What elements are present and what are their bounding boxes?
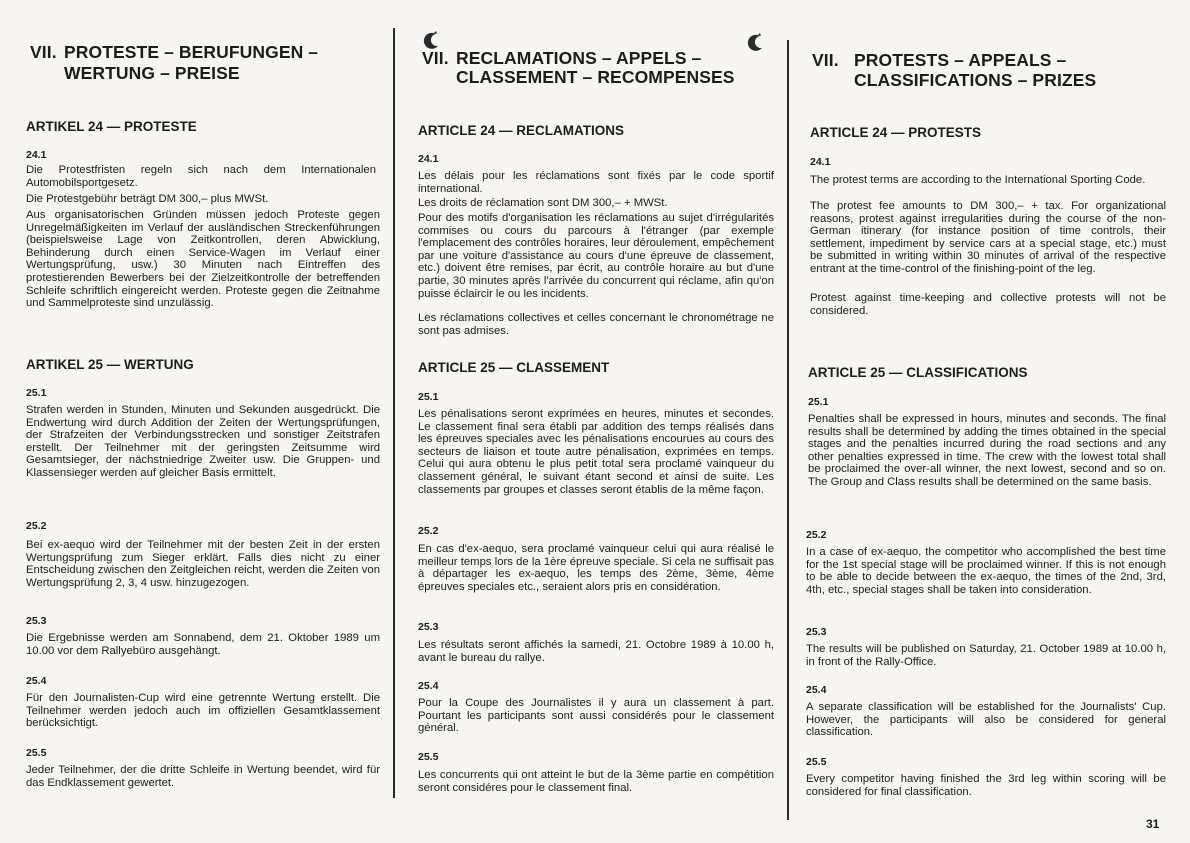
section-24-1-para-3: Protest against time-keeping and collective protests will not be considered.: [810, 292, 1166, 317]
section-25-2-number: 25.2: [26, 520, 47, 532]
section-25-2-para: En cas d'ex-aequo, sera proclamé vainqueur celui qui aura réalisé le meilleur temps lors de la 1ère épreuve speciale. Si cela ne suffisait pas à départager les ex-aequo, les temps des 2ème, 3ème, 4ème épreuves speciales etc., seraient alors pris en considération.: [418, 543, 774, 593]
chapter-title-line1: PROTESTS – APPEALS –: [854, 50, 1067, 70]
section-25-3-number: 25.3: [418, 621, 439, 633]
section-24-1-para-3: Aus organisatorischen Gründen müssen jedoch Proteste gegen Unregelmäßigkeiten im Verlauf der ausländischen Streckenführungen (beispielsweise Lage von Zeitkontrollen, deren Abwicklung, Behinderung durch einen Service-Wagen im Verlauf einer Wertungsprüfung, usw.) 30 Minuten nach Eintreffen des protestierenden Bewerbers bei der Zielzeitkontrolle der betreffenden Schleife schriftlich eingereicht werden. Proteste gegen die Zeitnahme und Sammelproteste sind unzulässig.: [26, 209, 380, 310]
chapter-title-line2: WERTUNG – PREISE: [64, 63, 240, 83]
article-25-title: ARTIKEL 25 — WERTUNG: [26, 357, 194, 372]
chapter-number: VII.: [30, 42, 57, 62]
section-25-1-number: 25.1: [808, 396, 829, 408]
chapter-title-line1: RECLAMATIONS – APPELS –: [456, 48, 702, 68]
section-24-1-para-1: Les délais pour les réclamations sont fixés par le code sportif international.: [418, 170, 774, 195]
section-25-5-number: 25.5: [418, 751, 439, 763]
section-25-1-number: 25.1: [418, 391, 439, 403]
chapter-number: VII.: [812, 50, 839, 70]
german-column: [22, 0, 382, 843]
emblem-icon: [744, 32, 766, 54]
section-25-2-para: In a case of ex-aequo, the competitor who accomplished the best time for the 1st special stage will be proclaimed winner. If this is not enough to be able to decide between the ex-aequo, the times of the 2nd, 3rd, 4th, etc., special stages shall be taken into consideration.: [806, 546, 1166, 596]
chapter-title-line2: CLASSIFICATIONS – PRIZES: [854, 70, 1097, 90]
section-24-1-para-2: Die Protestgebühr beträgt DM 300,– plus MWSt.: [26, 193, 269, 205]
article-25-title: ARTICLE 25 — CLASSEMENT: [418, 360, 610, 375]
section-24-1-para-1: Die Protestfristen regeln sich nach dem Internationalen Automobilsportgesetz.: [26, 164, 376, 189]
section-25-4-number: 25.4: [806, 684, 827, 696]
section-25-4-number: 25.4: [26, 675, 47, 687]
section-24-1-para-3: Pour des motifs d'organisation les réclamations au sujet d'irrégularités commises ou cours du parcours à l'étranger (par exemple l'emplacement des contrôles horaires, leur déroulement, empêchement par une voiture d'assistance au cours d'une épreuve de classement, etc.) doivent être remises, par écrit, au contrôle horaire au but d'une partie, 30 minutes après l'arrivée du concurrent qui réclame, afin qu'on puisse éclaircir le ou les incidents.: [418, 212, 774, 300]
section-25-2-number: 25.2: [418, 525, 439, 537]
section-24-1-number: 24.1: [810, 156, 831, 168]
article-24-title: ARTICLE 24 — PROTESTS: [810, 125, 982, 140]
section-25-3-para: Die Ergebnisse werden am Sonnabend, dem 21. Oktober 1989 um 10.00 vor dem Rallyebüro ausgehängt.: [26, 632, 380, 657]
section-25-4-para: Pour la Coupe des Journalistes il y aura un classement à part. Pourtant les participants sont aussi considérés pour le classement général.: [418, 697, 774, 735]
section-25-5-para: Every competitor having finished the 3rd leg within scoring will be considered for final classification.: [806, 773, 1166, 798]
article-24-title: ARTIKEL 24 — PROTESTE: [26, 119, 197, 134]
section-25-3-number: 25.3: [26, 615, 47, 627]
page-number: 31: [1146, 817, 1160, 831]
chapter-title-line2: CLASSEMENT – RECOMPENSES: [456, 67, 735, 87]
section-24-1-para-2: Les droits de réclamation sont DM 300,– + MWSt.: [418, 197, 668, 209]
section-24-1-para-1: The protest terms are according to the International Sporting Code.: [810, 174, 1146, 186]
article-25-title: ARTICLE 25 — CLASSIFICATIONS: [808, 365, 1028, 380]
section-25-2-para: Bei ex-aequo wird der Teilnehmer mit der besten Zeit in der ersten Wertungsprüfung zum Sieger erklärt. Falls dies nicht zu einer Entscheidung zwischen den Zeitgleichen reicht, werden die Zeiten von Wertungsprüfung 2, 3, 4 usw. hinzugezogen.: [26, 539, 380, 589]
section-25-2-number: 25.2: [806, 529, 827, 541]
section-25-5-para: Jeder Teilnehmer, der die dritte Schleife in Wertung beendet, wird für das Endklassement gewertet.: [26, 764, 380, 789]
section-25-1-number: 25.1: [26, 387, 47, 399]
section-25-3-para: The results will be published on Saturday, 21. October 1989 at 10.00 h, in front of the Rally-Office.: [806, 643, 1166, 668]
section-25-4-number: 25.4: [418, 680, 439, 692]
section-25-3-number: 25.3: [806, 626, 827, 638]
column-divider: [393, 28, 395, 798]
section-25-1-para: Penalties shall be expressed in hours, minutes and seconds. The final results shall be determined by adding the times obtained in the special stages and the penalties incurred during the road sections and any other penalties expressed in time. The crew with the lowest total shall be proclaimed the over-all winner, the next lowest, second and so on. The Group and Class results shall be determined on the same basis.: [808, 413, 1166, 488]
section-25-5-number: 25.5: [806, 756, 827, 768]
chapter-number: VII.: [422, 48, 449, 68]
section-24-1-para-2: The protest fee amounts to DM 300,– + tax. For organizational reasons, protest against irregularities during the course of the non-German itinerary (for instance position of time controls, their settlement, impediment by service cars at a special stage, etc.) must be submitted in writing within 30 minutes of arrival of the respective entrant at the time-control of the finishing-point of the leg.: [810, 200, 1166, 275]
chapter-title-line1: PROTESTE – BERUFUNGEN –: [64, 42, 319, 62]
section-24-1-number: 24.1: [418, 153, 439, 165]
article-24-title: ARTICLE 24 — RECLAMATIONS: [418, 123, 625, 138]
section-25-5-number: 25.5: [26, 747, 47, 759]
section-25-4-para: Für den Journalisten-Cup wird eine getrennte Wertung erstellt. Die Teilnehmer werden jedoch auch im offiziellen Gesamtklassement berücksichtigt.: [26, 692, 380, 730]
english-column: [804, 0, 1170, 843]
section-25-1-para: Strafen werden in Stunden, Minuten und Sekunden ausgedrückt. Die Endwertung wird durch Addition der Zeiten der Wertungsprüfungen, der Strafzeiten der Verbindungsstrecken und sonstiger Zeitstrafen erstellt. Der Teilnehmer mit der geringsten Zeitsumme wird Gesamtsieger, der nächstniedrige Zweiter usw. Die Gruppen- und Klassensieger werden auf gleicher Basis ermittelt.: [26, 404, 380, 479]
section-25-4-para: A separate classification will be established for the Journalists' Cup. However, the participants will also be considered for general classification.: [806, 701, 1166, 739]
section-25-1-para: Les pénalisations seront exprimées en heures, minutes et secondes. Le classement final sera établi par addition des temps réalisés dans les épreuves speciales avec les pénalisations encourues au cours des secteurs de liaison et toute autre pénalisation, exprimées en temps. Celui qui aura obtenu le plus petit total sera proclamé vainqueur du classement général, le suivant étant second et ainsi de suite. Les classements par groupes et classes seront établis de la même façon.: [418, 408, 774, 496]
section-25-3-para: Les résultats seront affichés la samedi, 21. Octobre 1989 à 10.00 h, avant le bureau du rallye.: [418, 639, 774, 664]
french-column: [414, 0, 776, 843]
section-24-1-para-4: Les réclamations collectives et celles concernant le chronométrage ne sont pas admises.: [418, 312, 774, 337]
section-24-1-number: 24.1: [26, 149, 47, 161]
section-25-5-para: Les concurrents qui ont atteint le but de la 3ème partie en compétition seront considéres pour le classement final.: [418, 769, 774, 794]
column-divider: [787, 40, 789, 820]
